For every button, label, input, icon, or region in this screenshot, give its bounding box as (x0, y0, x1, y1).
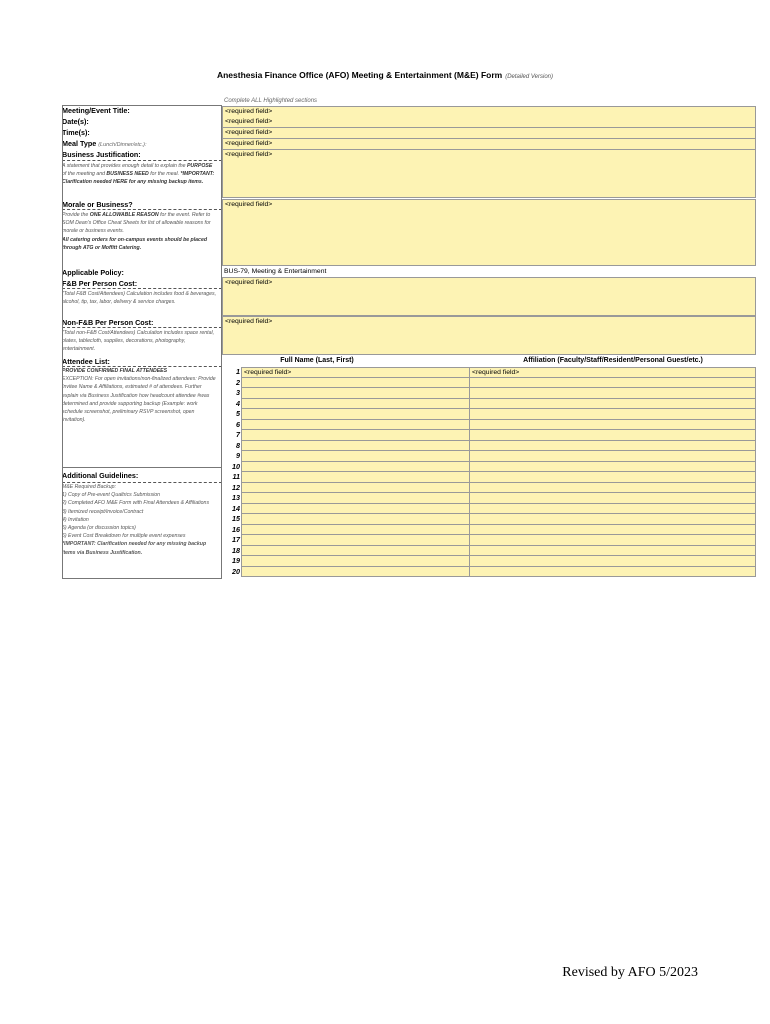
attendee-name-cell[interactable] (241, 378, 470, 389)
attendee-row-number: 14 (232, 503, 240, 513)
attendee-name-cell[interactable] (241, 525, 470, 536)
attendee-row-number: 13 (232, 493, 240, 502)
attendee-affiliation-cell[interactable] (469, 451, 756, 462)
attendee-row-number: 20 (232, 566, 240, 576)
attendee-affiliation-cell[interactable] (469, 472, 756, 483)
guideline-item: 5) Agenda (or discussion topics) (62, 525, 136, 532)
attendee-row-number: 10 (232, 461, 240, 471)
attendee-name-cell[interactable] (241, 430, 470, 441)
attendee-affiliation-cell[interactable]: <required field> (469, 367, 756, 378)
attendee-affiliation-cell[interactable] (469, 504, 756, 515)
attendee-name-cell[interactable] (241, 441, 470, 452)
attendee-desc (62, 367, 221, 424)
attendee-affiliation-cell[interactable] (469, 525, 756, 536)
top-note: Complete ALL Highlighted sections (224, 98, 318, 104)
attendee-name-cell[interactable] (241, 472, 470, 483)
attendee-row-number: 4 (236, 398, 240, 408)
form-title (0, 70, 770, 80)
dates-label: Date(s): (62, 117, 89, 126)
section-border (62, 467, 222, 468)
guidelines-heading: M&E Required Backup: (62, 484, 116, 490)
attendee-affiliation-cell[interactable] (469, 441, 756, 452)
col-affiliation: Affiliation (Faculty/Staff/Resident/Personal Guest/etc.) (523, 357, 703, 364)
attendee-desc-2: EXCEPTION: For open invitations/non-finalized attendees: Provide Invitee Name & Affiliations, estimated # of attendees. Further explain via Business Justification how headcount attendee #was determined and provide supporting backup (Example: work schedule screenshot, preliminary RSVP screenshot, open invitation). (62, 376, 216, 424)
bj-desc-1: A statement that provides enough detail to explain the (62, 163, 187, 169)
attendee-affiliation-cell[interactable] (469, 462, 756, 473)
policy-value: BUS-79, Meeting & Entertainment (224, 268, 327, 275)
attendee-affiliation-cell[interactable] (469, 399, 756, 410)
footer-revision: Revised by AFO 5/2023 (562, 965, 698, 980)
title-subtitle: (Detailed Version) (505, 74, 554, 80)
top-border (62, 105, 222, 106)
attendee-row-number: 6 (236, 419, 240, 429)
times-label: Time(s): (62, 128, 90, 137)
business-justification-field[interactable]: <required field> (222, 150, 756, 198)
meeting-info-labels (62, 105, 221, 160)
guidelines-block (62, 470, 221, 481)
guideline-item: 4) Invitation (62, 516, 89, 523)
label-column-border (221, 105, 222, 578)
attendee-list-label: Attendee List: (62, 357, 110, 366)
attendee-name-cell[interactable]: <required field> (241, 367, 470, 378)
attendee-name-cell[interactable] (241, 535, 470, 546)
attendee-name-cell[interactable] (241, 567, 470, 578)
attendee-affiliation-cell[interactable] (469, 514, 756, 525)
guideline-item: 6) Event Cost Breakdown for multiple event expenses (62, 533, 186, 540)
divider (62, 327, 222, 328)
attendee-row-number: 17 (232, 535, 240, 544)
attendee-affiliation-cell[interactable] (469, 420, 756, 431)
attendee-name-cell[interactable] (241, 420, 470, 431)
attendee-name-cell[interactable] (241, 556, 470, 567)
guidelines-items (62, 491, 217, 557)
bottom-border (62, 578, 222, 579)
attendee-name-cell[interactable] (241, 462, 470, 473)
attendee-affiliation-cell[interactable] (469, 378, 756, 389)
attendee-row-number: 5 (236, 409, 240, 418)
attendee-name-cell[interactable] (241, 504, 470, 515)
meal-type-label (62, 138, 221, 149)
attendee-row-number: 18 (232, 545, 240, 555)
bj-desc-2: PURPOSE (186, 163, 213, 169)
attendee-name-cell[interactable] (241, 546, 470, 557)
attendee-desc-1: PROVIDE CONFIRMED FINAL ATTENDEES (62, 368, 168, 374)
dates-field[interactable]: <required field> (222, 117, 756, 128)
morale-desc-1: Provide the (62, 212, 90, 218)
attendee-affiliation-cell[interactable] (469, 567, 756, 578)
morale-field[interactable]: <required field> (222, 199, 756, 266)
meeting-title-label: Meeting/Event Title: (62, 106, 130, 115)
guidelines-desc (62, 483, 221, 557)
attendee-row-number: 19 (232, 556, 240, 565)
morale-desc-2: ONE ALLOWABLE REASON (89, 212, 159, 218)
divider (62, 160, 222, 161)
fb-cost-label: F&B Per Person Cost: (62, 279, 138, 288)
attendee-row-number: 15 (232, 514, 240, 523)
attendee-row-number: 1 (236, 367, 240, 376)
attendee-row-number: 3 (236, 388, 240, 397)
morale-desc-4: All catering orders for on-campus events should be placed through ATG or Moffitt Catering. (62, 236, 207, 251)
bj-desc-6: *IMPORTANT: Clarification needed HERE for any missing backup items. (62, 171, 215, 186)
attendee-affiliation-cell[interactable] (469, 546, 756, 557)
attendee-name-cell[interactable] (241, 409, 470, 420)
attendee-row-number: 8 (236, 440, 240, 450)
attendee-affiliation-cell[interactable] (469, 388, 756, 399)
attendee-name-cell[interactable] (241, 451, 470, 462)
attendee-name-cell[interactable] (241, 493, 470, 504)
attendee-affiliation-cell[interactable] (469, 535, 756, 546)
guideline-item: 3) Itemized receipt/invoice/Contract (62, 508, 144, 515)
nonfb-cost-label: Non-F&B Per Person Cost: (62, 318, 154, 327)
guideline-item: 2) Completed AFO M&E Form with Final Attendees & Affiliations (62, 500, 210, 507)
bj-desc-3: of the meeting and (62, 171, 107, 178)
attendee-row-number: 12 (232, 482, 240, 492)
meal-type-hint: (Lunch/Dinner/etc.): (98, 142, 147, 148)
attendee-row-number: 2 (236, 377, 240, 387)
morale-desc-3: for the event. Refer to SOM Dean's Office Cheat Sheets for list of allowable reasons for morale or business events. (62, 212, 211, 235)
attendee-row-number: 16 (232, 524, 240, 534)
meal-type-text: Meal Type (62, 139, 97, 148)
bj-desc-5: for the meal. (148, 171, 181, 178)
attendee-name-cell[interactable] (241, 483, 470, 494)
attendee-affiliation-cell[interactable] (469, 483, 756, 494)
attendee-row-number: 9 (236, 451, 240, 460)
attendee-name-cell[interactable] (241, 388, 470, 399)
guideline-item: *IMPORTANT: Clarification needed for any missing backup items via Business Justification. (62, 541, 207, 556)
bj-desc-4: BUSINESS NEED (106, 171, 149, 178)
attendee-affiliation-cell[interactable] (469, 493, 756, 504)
business-justification-label: Business Justification: (62, 150, 141, 159)
meal-type-field[interactable]: <required field> (222, 139, 756, 150)
guideline-item: 1) Copy of Pre-event Qualtrics Submission (62, 492, 161, 499)
fb-cost-desc: (Total F&B Cost/Attendees) Calculation includes food & beverages, alcohol, tip, tax, labor, delivery & service charges. (62, 291, 217, 306)
attendee-affiliation-cell[interactable] (469, 430, 756, 441)
attendee-row-number: 7 (236, 430, 240, 439)
title-text: Anesthesia Finance Office (AFO) Meeting & Entertainment (M&E) Form (216, 70, 503, 80)
attendee-affiliation-cell[interactable] (469, 409, 756, 420)
policy-label: Applicable Policy: (62, 268, 124, 277)
nonfb-cost-desc: (Total non-F&B Cost/Attendees) Calculation includes space rental, plates, tablecloth, supplies, decorations, photography, entertainment. (62, 330, 215, 353)
morale-label: Morale or Business? (62, 200, 133, 209)
left-border (62, 105, 63, 578)
attendee-name-cell[interactable] (241, 399, 470, 410)
nonfb-cost-field[interactable]: <required field> (222, 316, 756, 355)
meeting-title-field[interactable]: <required field> (222, 106, 756, 118)
divider (62, 209, 222, 210)
morale-desc (62, 211, 221, 252)
col-full-name: Full Name (Last, First) (280, 357, 354, 364)
attendee-name-cell[interactable] (241, 514, 470, 525)
divider (62, 288, 222, 289)
fb-cost-field[interactable]: <required field> (222, 277, 756, 316)
business-justification-desc (62, 162, 221, 187)
policy-block (62, 267, 221, 289)
guidelines-label: Additional Guidelines: (62, 471, 139, 480)
attendee-row-number: 11 (232, 472, 240, 481)
times-field[interactable]: <required field> (222, 128, 756, 139)
attendee-affiliation-cell[interactable] (469, 556, 756, 567)
